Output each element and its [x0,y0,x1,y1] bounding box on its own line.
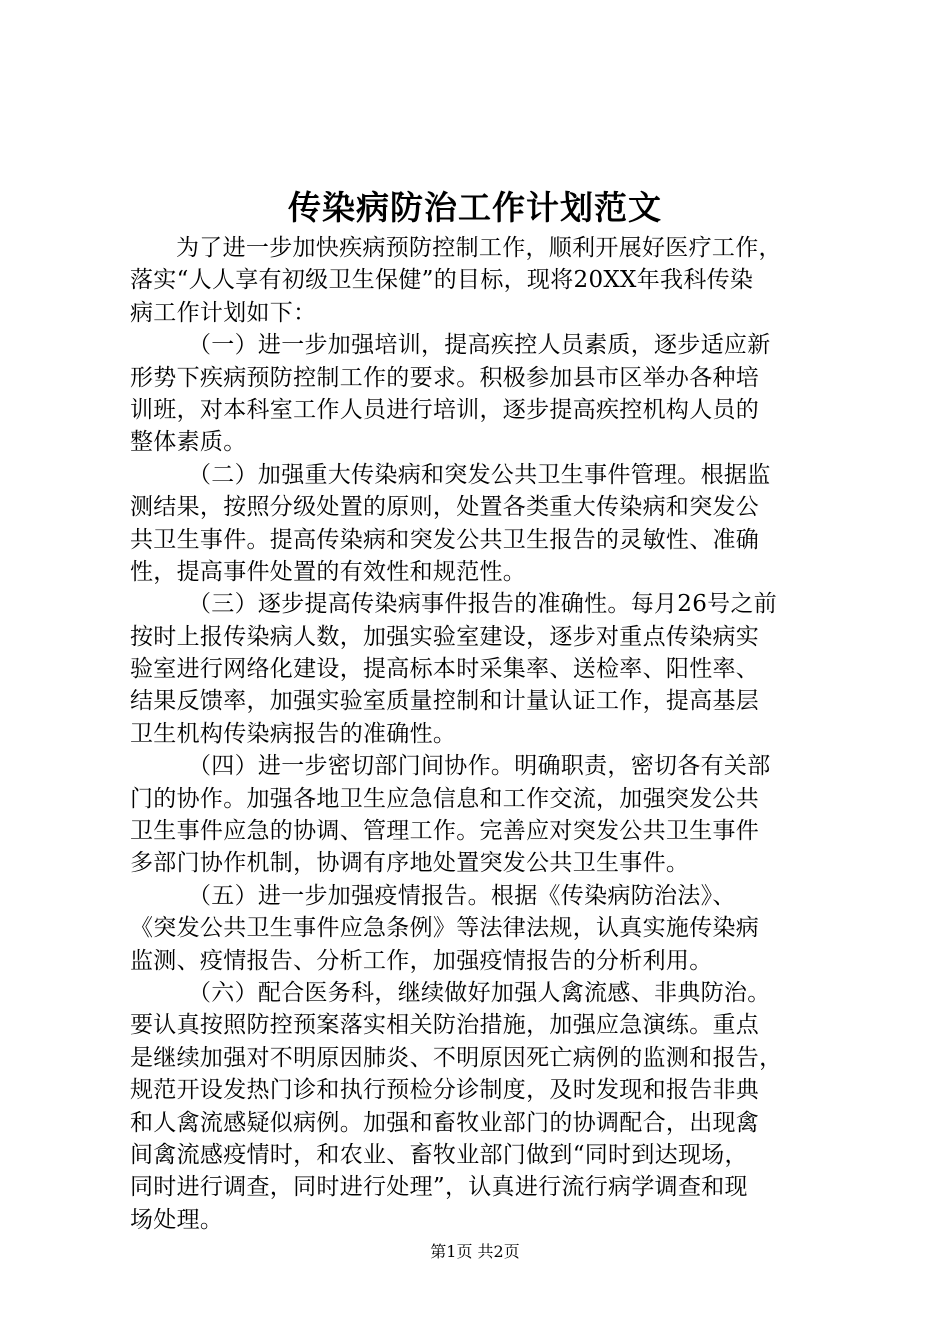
page-number-footer: 第1页 共2页 [430,1242,520,1261]
text-line: 为了进一步加快疾病预防控制工作，顺利开展好医疗工作， [176,235,782,261]
text-line: 间禽流感疫情时，和农业、畜牧业部门做到“同时到达现场， [130,1141,748,1168]
text-line: 门的协作。加强各地卫生应急信息和工作交流，加强突发公共 [130,785,760,812]
text-line: 同时进行调查，同时进行处理”，认真进行流行病学调查和现 [130,1174,748,1201]
text-line: 是继续加强对不明原因肺炎、不明原因死亡病例的监测和报告， [130,1044,783,1071]
document-body [130,232,835,1236]
text-line: 测结果，按照分级处置的原则，处置各类重大传染病和突发公 [130,494,760,521]
text-line: （一）进一步加强培训，提高疾控人员素质，逐步适应新 [188,332,771,359]
text-line: 要认真按照防控预案落实相关防治措施，加强应急演练。重点 [130,1012,760,1039]
text-line: （六）配合医务科，继续做好加强人禽流感、非典防治。 [188,979,771,1006]
text-line: 验室进行网络化建设，提高标本时采集率、送检率、阳性率、 [130,656,760,683]
text-line: 共卫生事件。提高传染病和突发公共卫生报告的灵敏性、准确 [130,526,760,553]
document-title: 传染病防治工作计划范文 [288,188,662,227]
text-line: 性，提高事件处置的有效性和规范性。 [130,558,527,585]
text-line: 整体素质。 [130,429,247,456]
text-line: 监测、疫情报告、分析工作，加强疫情报告的分析利用。 [130,947,713,974]
text-line: 多部门协作机制，协调有序地处置突发公共卫生事件。 [130,850,690,877]
text-line: （二）加强重大传染病和突发公共卫生事件管理。根据监 [188,461,771,488]
text-line: 卫生机构传染病报告的准确性。 [130,720,457,747]
text-line: 《突发公共卫生事件应急条例》等法律法规，认真实施传染病 [130,915,760,942]
text-line: （三）逐步提高传染病事件报告的准确性。每月26号之前 [188,591,778,618]
text-line: 训班，对本科室工作人员进行培训，逐步提高疾控机构人员的 [130,396,760,423]
text-line: 形势下疾病预防控制工作的要求。积极参加县市区举办各种培 [130,364,760,391]
text-line: 结果反馈率，加强实验室质量控制和计量认证工作，提高基层 [130,688,760,715]
text-line: 和人禽流感疑似病例。加强和畜牧业部门的协调配合，出现禽 [130,1109,760,1136]
text-line: 按时上报传染病人数，加强实验室建设，逐步对重点传染病实 [130,623,760,650]
text-line: 落实“人人享有初级卫生保健”的目标，现将20XX年我科传染 [130,267,754,294]
text-line: 病工作计划如下： [130,299,317,326]
text-line: 场处理。 [130,1206,224,1233]
text-line: 规范开设发热门诊和执行预检分诊制度，及时发现和报告非典 [130,1077,760,1104]
text-line: （五）进一步加强疫情报告。根据《传染病防治法》、 [188,882,736,909]
text-line: 卫生事件应急的协调、管理工作。完善应对突发公共卫生事件 [130,818,760,845]
text-line: （四）进一步密切部门间协作。明确职责，密切各有关部 [188,753,771,780]
